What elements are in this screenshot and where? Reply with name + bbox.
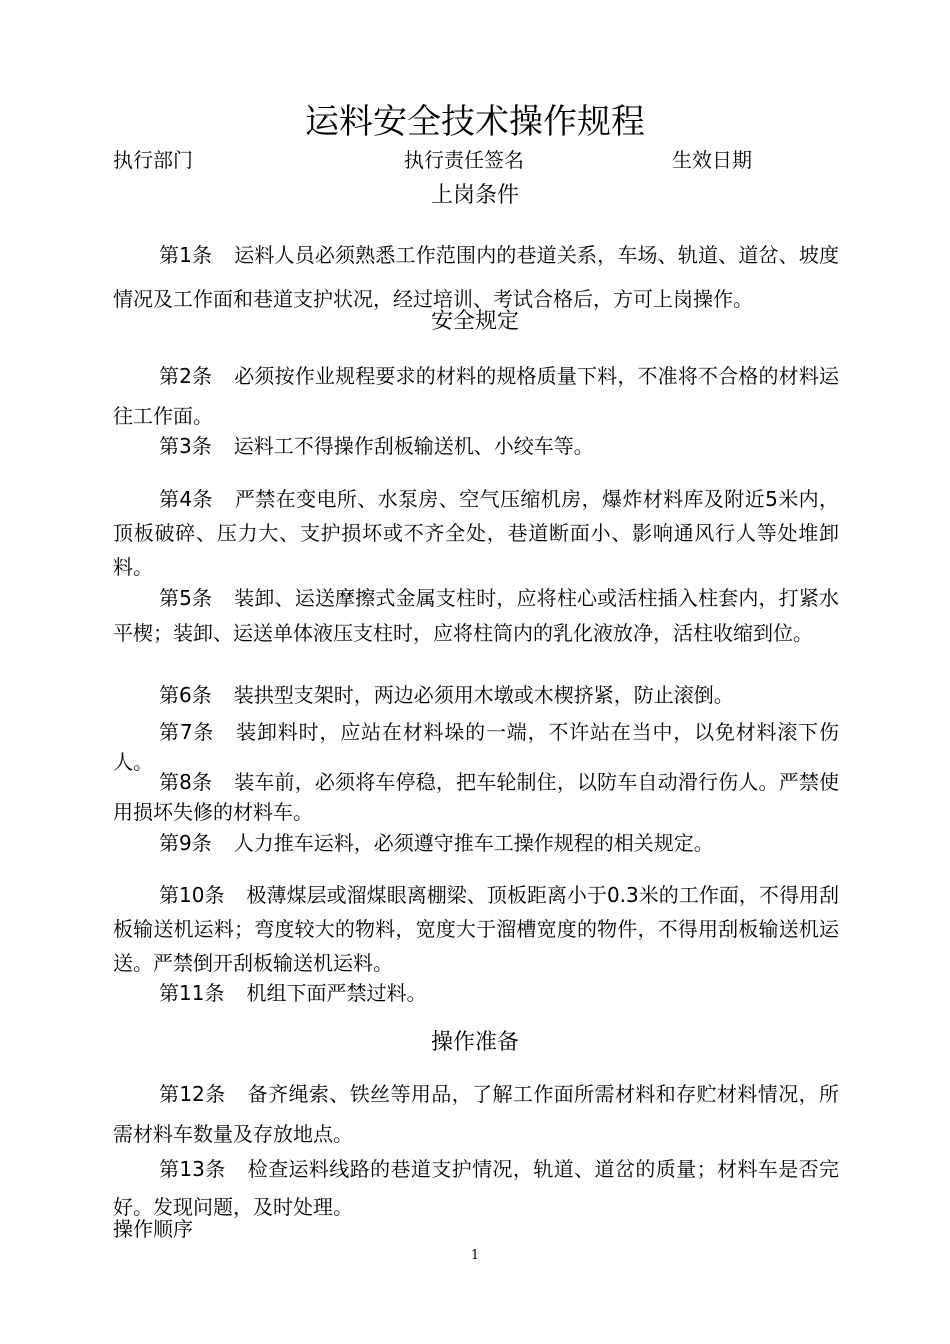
- article-label: 第8条: [159, 770, 213, 794]
- article-text: 运料工不得操作刮板输送机、小绞车等。: [233, 434, 594, 458]
- article-label: 第5条: [159, 586, 213, 610]
- section-heading-safety: 安全规定: [430, 309, 519, 334]
- document-title: 运料安全技术操作规程: [305, 102, 645, 142]
- article-text: 严禁在变电所、水泵房、空气压缩机房，爆炸材料库及附近5米内，顶板破碎、压力大、支护损坏或不齐全处，巷道断面小、影响通风行人等处堆卸料。: [113, 487, 839, 579]
- article-13: [113, 1150, 839, 1226]
- article-4: [113, 482, 839, 584]
- article-text: 极薄煤层或溜煤眼离棚梁、顶板距离小于0.3米的工作面，不得用刮板输送机运料；弯度较大的物料，宽度大于溜槽宽度的物件，不得用刮板输送机运送。严禁倒开刮板输送机运料。: [113, 883, 840, 975]
- article-label: 第1条: [159, 243, 213, 267]
- article-text: 装卸料时，应站在材料垛的一端，不许站在当中，以免材料滚下伤人。: [113, 720, 839, 774]
- article-text: 备齐绳索、铁丝等用品，了解工作面所需材料和存贮材料情况，所需材料车数量及存放地点。: [113, 1082, 840, 1146]
- article-label: 第3条: [159, 434, 212, 458]
- article-10: [113, 878, 839, 980]
- meta-signature: 执行责任签名: [404, 148, 524, 172]
- section-heading-qualification: 上岗条件: [430, 183, 519, 208]
- article-text: 装卸、运送摩擦式金属支柱时，应将柱心或活柱插入柱套内，打紧水平楔；装卸、运送单体液压支柱时，应将柱筒内的乳化液放净，活柱收缩到位。: [113, 586, 839, 645]
- article-12: [113, 1074, 839, 1154]
- article-5: [113, 581, 839, 651]
- meta-department: 执行部门: [113, 148, 193, 172]
- article-3: [113, 431, 839, 461]
- article-9: [113, 828, 839, 858]
- article-text: 装拱型支架时，两边必须用木墩或木楔挤紧，防止滚倒。: [233, 683, 734, 707]
- article-label: 第12条: [159, 1082, 226, 1106]
- article-11: [113, 978, 839, 1008]
- next-section-heading: 操作顺序: [113, 1217, 193, 1241]
- article-2: [113, 356, 839, 436]
- article-text: 机组下面严禁过料。: [246, 981, 427, 1005]
- meta-effective-date: 生效日期: [672, 148, 752, 172]
- article-label: 第7条: [159, 720, 215, 744]
- article-6: [113, 680, 839, 710]
- article-label: 第9条: [159, 831, 212, 855]
- article-label: 第10条: [159, 883, 225, 907]
- article-label: 第13条: [159, 1157, 226, 1181]
- page-number: 1: [470, 1248, 480, 1263]
- article-text: 运料人员必须熟悉工作范围内的巷道关系，车场、轨道、道岔、坡度情况及工作面和巷道支护状况，经过培训、考试合格后，方可上岗操作。: [113, 243, 839, 311]
- article-label: 第11条: [159, 981, 225, 1005]
- article-label: 第4条: [159, 487, 213, 511]
- article-text: 检查运料线路的巷道支护情况，轨道、道岔的质量；材料车是否完好。发现问题，及时处理。: [113, 1157, 840, 1219]
- article-label: 第6条: [159, 683, 212, 707]
- article-label: 第2条: [159, 364, 213, 388]
- section-heading-preparation: 操作准备: [430, 1030, 519, 1055]
- article-text: 装车前，必须将车停稳，把车轮制住，以防车自动滑行伤人。严禁使用损坏失修的材料车。: [113, 770, 839, 824]
- article-8: [113, 767, 839, 827]
- article-text: 必须按作业规程要求的材料的规格质量下料，不准将不合格的材料运往工作面。: [113, 364, 839, 428]
- article-text: 人力推车运料，必须遵守推车工操作规程的相关规定。: [233, 831, 714, 855]
